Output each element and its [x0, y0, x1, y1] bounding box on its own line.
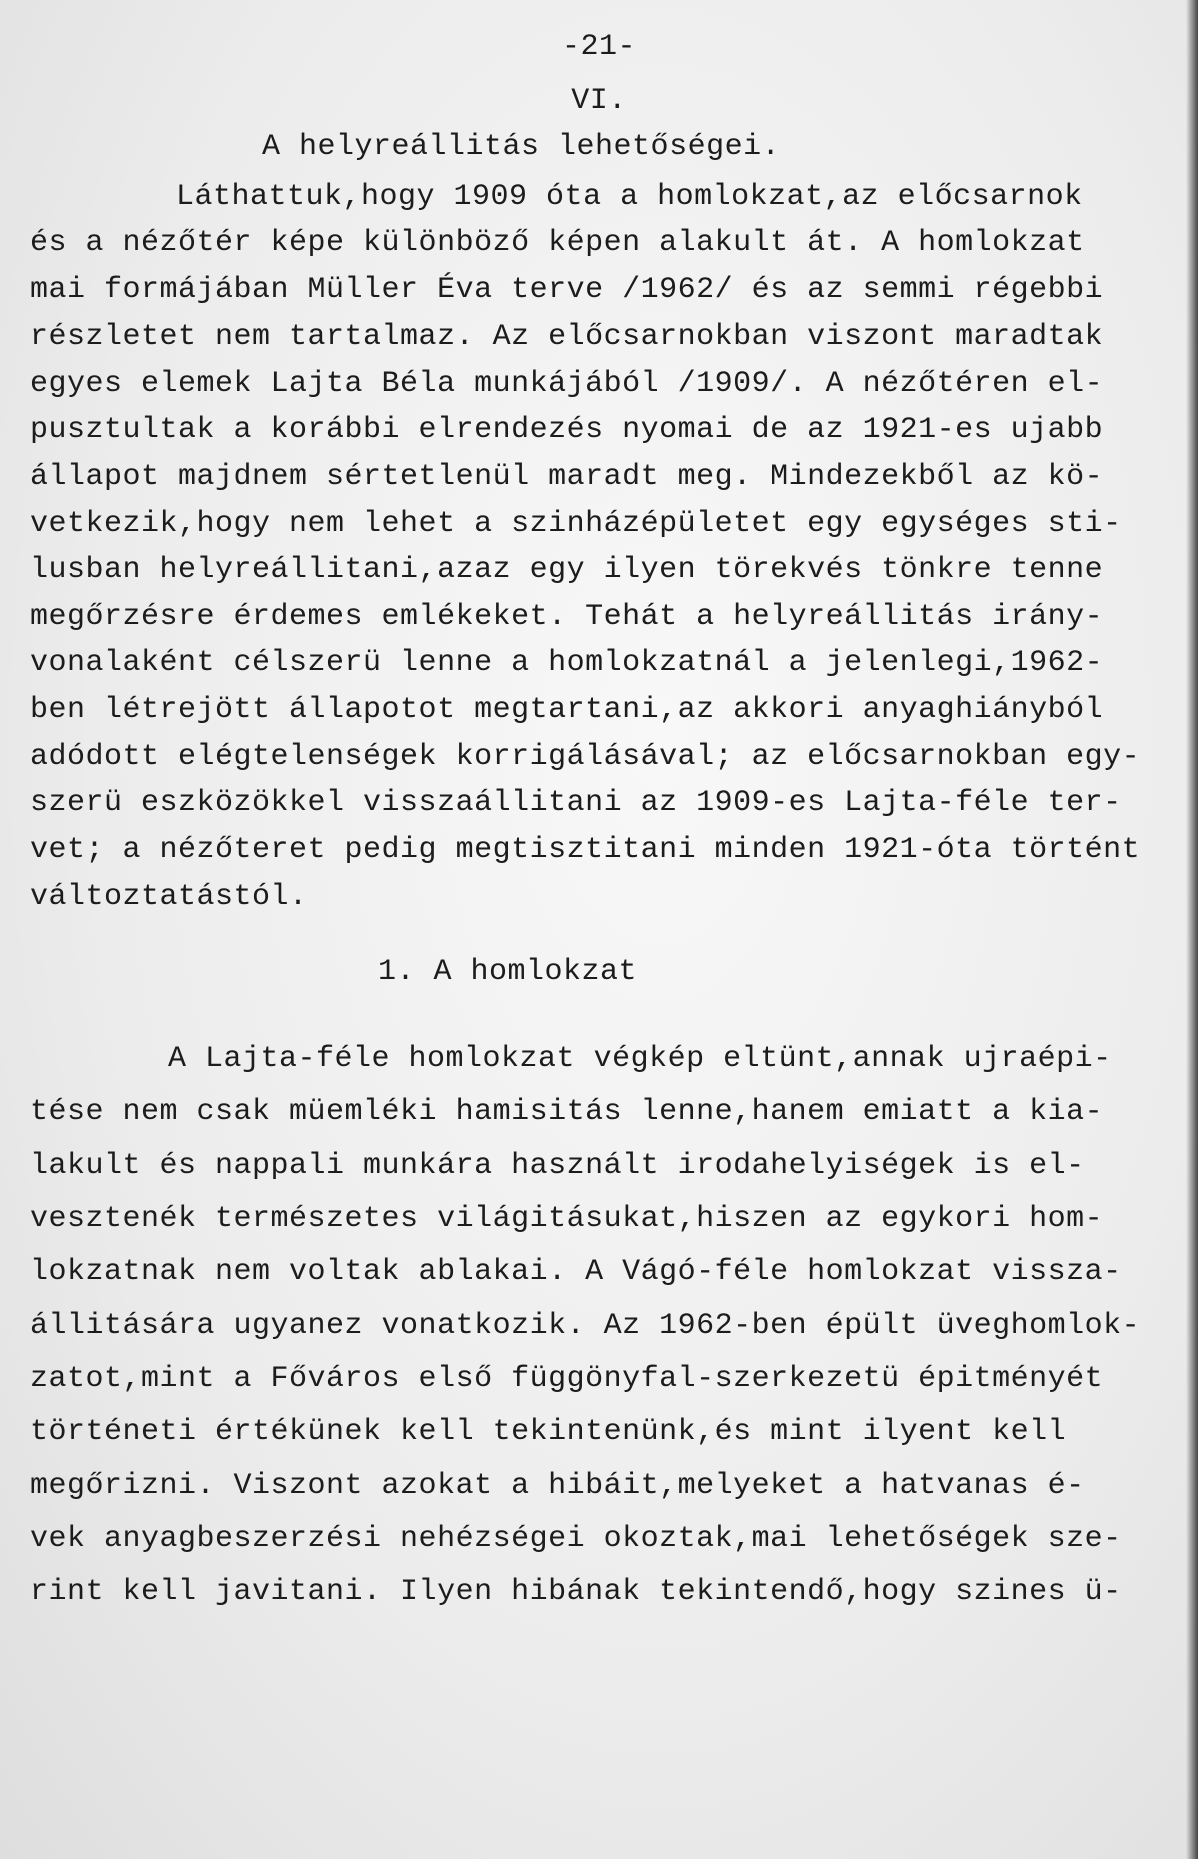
- paragraph-line: ben létrejött állapotot megtartani,az akkori anyaghiányból: [30, 693, 1104, 727]
- paragraph-line: vesztenék természetes világitásukat,hiszen az egykori hom-: [30, 1202, 1104, 1236]
- paragraph-line: állapot majdnem sértetlenül maradt meg. Mindezekből az kö-: [30, 460, 1104, 494]
- page-number: -21-: [561, 30, 636, 64]
- paragraph-line: adódott elégtelenségek korrigálásával; az előcsarnokban egy-: [30, 740, 1141, 774]
- paragraph-line: rint kell javitani. Ilyen hibának tekintendő,hogy szines ü-: [30, 1575, 1122, 1609]
- paragraph-line: állitására ugyanez vonatkozik. Az 1962-ben épült üveghomlok-: [30, 1309, 1141, 1343]
- paragraph-line: megőrzésre érdemes emlékeket. Tehát a helyreállitás irány-: [30, 600, 1104, 634]
- chapter-title: A helyreállitás lehetőségei.: [262, 130, 781, 164]
- paragraph-line: zatot,mint a Főváros első függönyfal-szerkezetü épitményét: [30, 1362, 1104, 1396]
- paragraph-line: vek anyagbeszerzési nehézségei okoztak,mai lehetőségek sze-: [30, 1522, 1122, 1556]
- paragraph-line: A Lajta-féle homlokzat végkép eltünt,annak ujraépi-: [168, 1042, 1112, 1076]
- chapter-number: VI.: [571, 84, 627, 118]
- paragraph-line: változtatástól.: [30, 880, 308, 914]
- paragraph-line: és a nézőtér képe különböző képen alakult át. A homlokzat: [30, 226, 1085, 260]
- paragraph-line: részletet nem tartalmaz. Az előcsarnokban viszont maradtak: [30, 320, 1104, 354]
- paragraph-line: lusban helyreállitani,azaz egy ilyen törekvés tönkre tenne: [30, 553, 1104, 587]
- paragraph-line: szerü eszközökkel visszaállitani az 1909-es Lajta-féle ter-: [30, 786, 1122, 820]
- paragraph-line: lokzatnak nem voltak ablakai. A Vágó-féle homlokzat vissza-: [30, 1255, 1122, 1289]
- paragraph-line: tése nem csak müemléki hamisitás lenne,hanem emiatt a kia-: [30, 1095, 1104, 1129]
- paragraph-line: Láthattuk,hogy 1909 óta a homlokzat,az előcsarnok: [176, 180, 1083, 214]
- paragraph-line: vet; a nézőteret pedig megtisztitani minden 1921-óta történt: [30, 833, 1141, 867]
- paragraph-line: pusztultak a korábbi elrendezés nyomai de az 1921-es ujabb: [30, 413, 1104, 447]
- paragraph-line: lakult és nappali munkára használt irodahelyiségek is el-: [30, 1149, 1085, 1183]
- paragraph-line: vonalaként célszerü lenne a homlokzatnál a jelenlegi,1962-: [30, 646, 1104, 680]
- section-title: 1. A homlokzat: [378, 955, 638, 989]
- paragraph-line: vetkezik,hogy nem lehet a szinházépületet egy egységes sti-: [30, 507, 1122, 541]
- paragraph-line: egyes elemek Lajta Béla munkájából /1909/. A nézőtéren el-: [30, 367, 1104, 401]
- paragraph-line: mai formájában Müller Éva terve /1962/ és az semmi régebbi: [30, 273, 1104, 307]
- paragraph-line: megőrizni. Viszont azokat a hibáit,melyeket a hatvanas é-: [30, 1469, 1085, 1503]
- paragraph-line: történeti értékünek kell tekintenünk,és mint ilyent kell: [30, 1415, 1067, 1449]
